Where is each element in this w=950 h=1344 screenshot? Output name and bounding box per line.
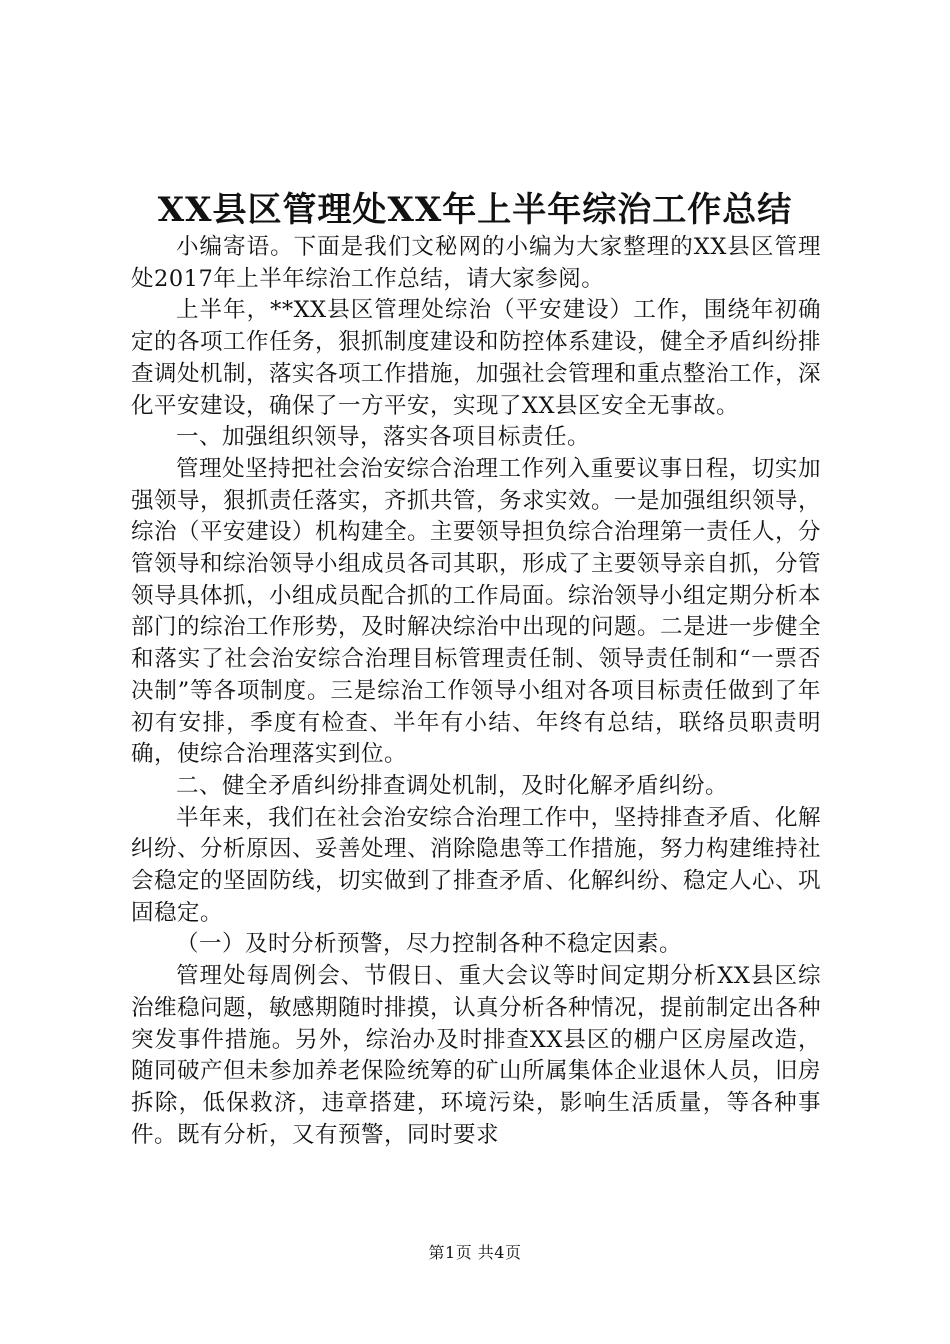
paragraph-overview: 上半年，**XX县区管理处综治（平安建设）工作，围绕年初确定的各项工作任务，狠抓制度建设和防控体系建设，健全矛盾纠纷排查调处机制，落实各项工作措施，加强社会管理和重点整治工作，深化平安建设，确保了一方平安，实现了XX县区安全无事故。 (131, 297, 822, 419)
paragraph-intro: 小编寄语。下面是我们文秘网的小编为大家整理的XX县区管理处2017年上半年综治工作总结，请大家参阅。 (131, 234, 821, 292)
paragraph-section-1: 管理处坚持把社会治安综合治理工作列入重要议事日程，切实加强领导，狠抓责任落实，齐抓共管，务求实效。一是加强组织领导，综治（平安建设）机构建全。主要领导担负综合治理第一责任人，分管领导和综治领导小组成员各司其职，形成了主要领导亲自抓，分管领导具体抓，小组成员配合抓的工作局面。综治领导小组定期分析本部门的综治工作形势，及时解决综治中出现的问题。二是进一步健全和落实了社会治安综合治理目标管理责任制、领导责任制和“一票否决制”等各项制度。三是综治工作领导小组对各项目标责任做到了年初有安排，季度有检查、半年有小结、年终有总结，联络员职责明确，使综合治理落实到位。 (131, 455, 822, 768)
paragraph-subsection-1: 管理处每周例会、节假日、重大会议等时间定期分析XX县区综治维稳问题，敏感期随时排摸，认真分析各种情况，提前制定出各种突发事件措施。另外，综治办及时排查XX县区的棚户区房屋改造，随同破产但未参加养老保险统筹的矿山所属集体企业退休人员，旧房拆除，低保救济，违章搭建，环境污染，影响生活质量，等各种事件。既有分析，又有预警，同时要求 (131, 963, 822, 1148)
document-title: XX县区管理处XX年上半年综治工作总结 (157, 190, 793, 230)
document-body (131, 232, 821, 1151)
section-heading-2: 二、健全矛盾纠纷排查调处机制，及时化解矛盾纠纷。 (176, 772, 729, 799)
page-number-footer: 第1页 共4页 (428, 1243, 522, 1262)
section-heading-1: 一、加强组织领导，落实各项目标责任。 (176, 424, 591, 451)
subsection-heading-1: （一）及时分析预警，尽力控制各种不稳定因素。 (176, 931, 683, 958)
paragraph-section-2: 半年来，我们在社会治安综合治理工作中，坚持排查矛盾、化解纠纷、分析原因、妥善处理、消除隐患等工作措施，努力构建维持社会稳定的坚固防线，切实做到了排查矛盾、化解纠纷、稳定人心、巩固稳定。 (131, 804, 822, 926)
